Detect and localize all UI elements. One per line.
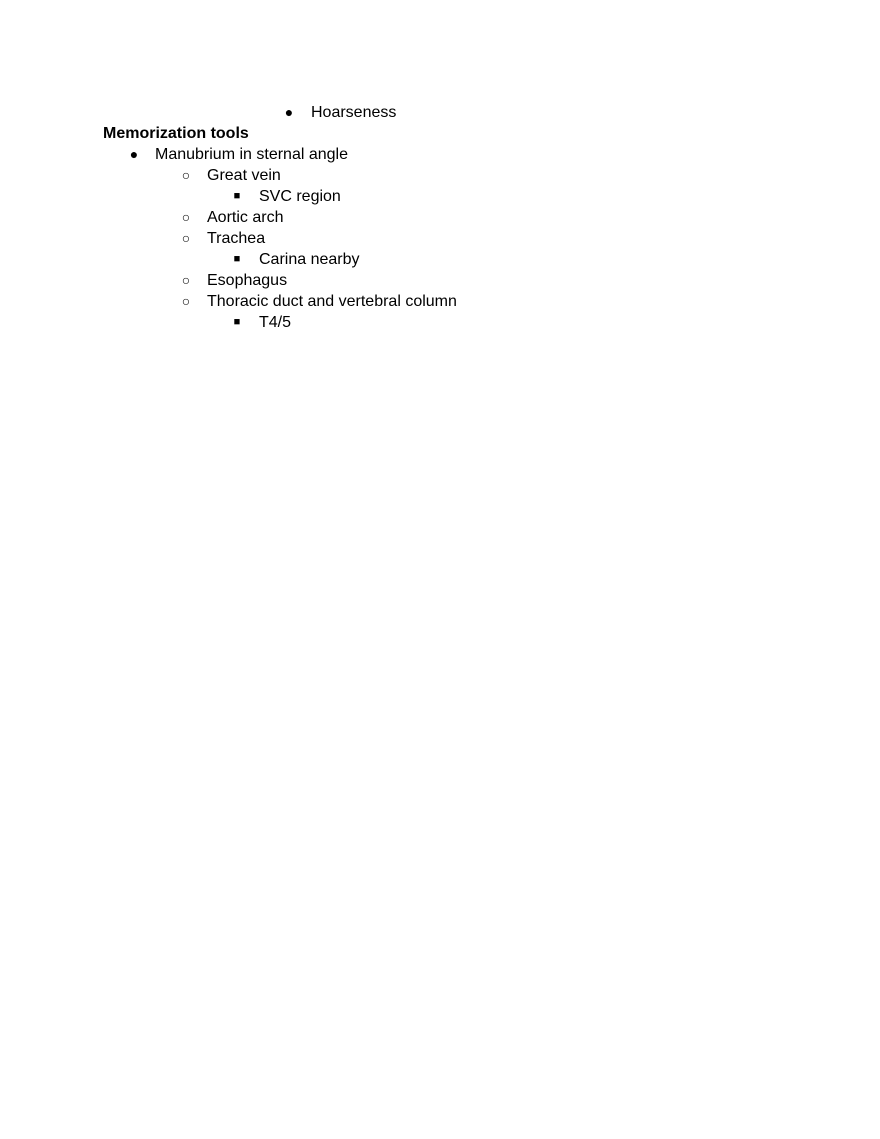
list-item-manubrium: Manubrium in sternal angle <box>155 146 348 163</box>
list-item-carina-nearby: Carina nearby <box>259 251 360 268</box>
list-item-trachea: Trachea <box>207 230 266 247</box>
list-item-aortic-arch: Aortic arch <box>207 209 284 226</box>
list-item-t4-5: T4/5 <box>259 314 292 331</box>
bullet-disc-icon: ● <box>129 146 139 162</box>
list-item-thoracic-duct: Thoracic duct and vertebral column <box>207 293 457 310</box>
list-item-svc-region: SVC region <box>259 188 341 205</box>
bullet-disc-icon: ● <box>284 104 294 120</box>
bullet-circle-icon: ○ <box>181 167 191 183</box>
bullet-circle-icon: ○ <box>181 272 191 288</box>
bullet-square-icon: ■ <box>233 190 241 202</box>
list-item-great-vein: Great vein <box>207 167 281 184</box>
list-item-esophagus: Esophagus <box>207 272 288 289</box>
section-heading: Memorization tools <box>103 125 249 142</box>
bullet-circle-icon: ○ <box>181 230 191 246</box>
bullet-circle-icon: ○ <box>181 209 191 225</box>
bullet-square-icon: ■ <box>233 316 241 328</box>
list-item-hoarseness: Hoarseness <box>311 104 397 121</box>
bullet-square-icon: ■ <box>233 253 241 265</box>
bullet-circle-icon: ○ <box>181 293 191 309</box>
